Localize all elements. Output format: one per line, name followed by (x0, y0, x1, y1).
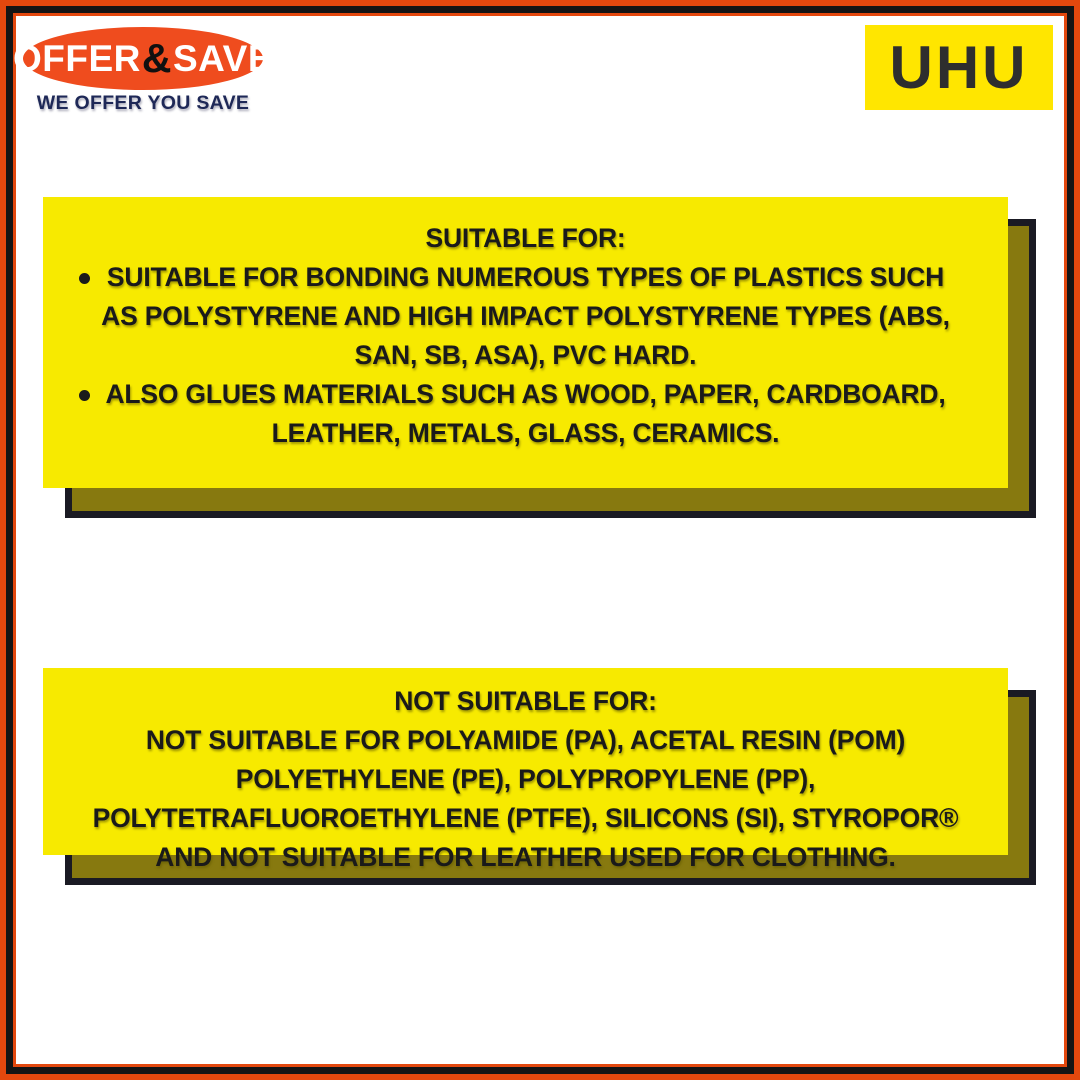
offer-and-save-logo (13, 27, 274, 90)
bullet-dot-icon (79, 273, 90, 284)
list-item (43, 375, 1008, 453)
not-suitable-box-title: NOT SUITABLE FOR: (394, 686, 657, 716)
suitable-box-face (43, 197, 1008, 488)
suitable-for-box (43, 197, 1008, 488)
list-item (43, 258, 1008, 375)
not-suitable-for-box (43, 668, 1008, 872)
brand-tagline: WE OFFER YOU SAVE (36, 92, 250, 114)
not-suitable-box-face (43, 668, 1008, 872)
brand-word-offer: OFFER (13, 37, 141, 79)
poster-canvas (13, 16, 1064, 1064)
brand-ampersand: & (141, 35, 172, 81)
suitable-box-title: SUITABLE FOR: (425, 223, 626, 253)
not-suitable-box-body: NOT SUITABLE FOR POLYAMIDE (PA), ACETAL RESIN (POM) POLYETHYLENE (PE), POLYPROPYLENE (PP), POLYTETRAFLUOROETHYLENE (PTFE), SILICONS (SI), STYROPOR® AND NOT SUITABLE FOR LEATHER USED FOR CLOTHING. (92, 725, 959, 872)
suitable-bullet-2: ALSO GLUES MATERIALS SUCH AS WOOD, PAPER, CARDBOARD, LEATHER, METALS, GLASS, CERAMICS. (105, 379, 946, 448)
uhu-logo: UHU (865, 25, 1053, 110)
brand-word-save: SAVE (173, 37, 274, 79)
suitable-bullet-1: SUITABLE FOR BONDING NUMEROUS TYPES OF PLASTICS SUCH AS POLYSTYRENE AND HIGH IMPACT POLYSTYRENE TYPES (ABS, SAN, SB, ASA), PVC HARD. (101, 262, 950, 370)
bullet-dot-icon (79, 390, 90, 401)
